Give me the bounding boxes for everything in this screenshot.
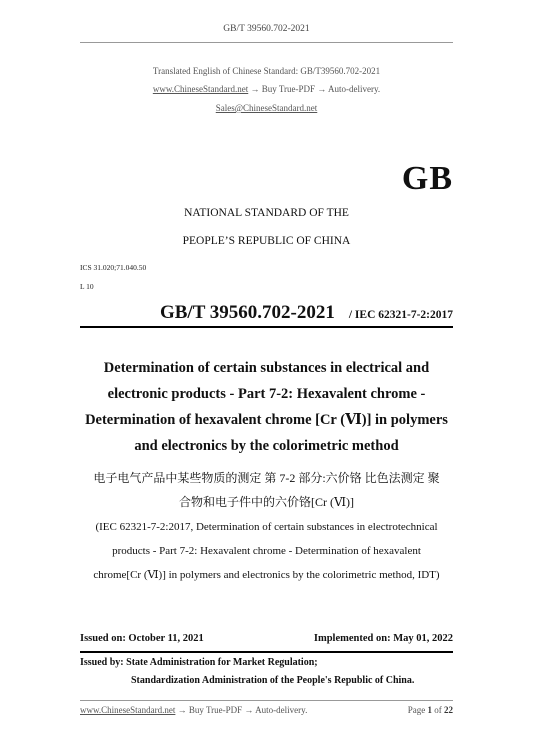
title-en-line-4: and electronics by the colorimetric method [134, 438, 399, 454]
standard-number: GB/T 39560.702-2021 [159, 302, 335, 323]
title-iec-line-2: products - Part 7-2: Hexavalent chrome - Determination of hexavalent [112, 545, 421, 557]
purchase-line [0, 84, 533, 94]
running-header: GB/T 39560.702-2021 [223, 24, 310, 34]
issued-by-line-1: Issued by: State Administration for Market Regulation; [80, 657, 318, 668]
page-indicator [408, 705, 453, 715]
page-number: 1 [427, 705, 432, 715]
title-en-line-1: Determination of certain substances in electrical and [103, 360, 430, 376]
title-iec-line-3: chrome[Cr (Ⅵ)] in polymers and electronics by the colorimetric method, IDT) [93, 569, 440, 581]
buy-text: → Buy True-PDF → Auto-delivery. [250, 84, 381, 94]
issued-on: Issued on: October 11, 2021 [80, 633, 204, 644]
title-cn [0, 468, 533, 512]
title-divider [80, 326, 453, 328]
dates-divider [80, 651, 453, 653]
iec-number: / IEC 62321-7-2:2017 [348, 309, 453, 321]
header-divider [80, 42, 453, 43]
standard-number-row [160, 302, 453, 324]
national-line-1: NATIONAL STANDARD OF THE [184, 207, 349, 219]
implemented-on: Implemented on: May 01, 2022 [313, 633, 453, 644]
national-line-2: PEOPLE’S REPUBLIC OF CHINA [182, 235, 351, 247]
title-iec [0, 515, 533, 587]
title-cn-line-2: 合物和电子件中的六价铬[Cr (Ⅵ)] [178, 495, 355, 509]
page-label: Page [407, 705, 426, 715]
footer-site-link[interactable]: www.ChineseStandard.net [80, 705, 176, 715]
ccs-code: L 10 [80, 282, 94, 291]
ics-code: ICS 31.020;71.040.50 [80, 263, 147, 272]
gb-logo: GB [401, 160, 453, 197]
site-link[interactable]: www.ChineseStandard.net [152, 84, 249, 94]
footer-divider [80, 700, 453, 701]
of-label: of [434, 705, 442, 715]
title-en-line-3: Determination of hexavalent chrome [Cr (Ⅵ)] in polymers [85, 412, 448, 428]
email-link[interactable]: Sales@ChineseStandard.net [215, 103, 318, 113]
title-en [0, 355, 533, 459]
title-iec-line-1: (IEC 62321-7-2:2017, Determination of certain substances in electrotechnical [95, 521, 438, 533]
title-cn-line-1: 电子电气产品中某些物质的测定 第 7-2 部分:六价铬 比色法测定 聚 [93, 471, 440, 485]
translated-line: Translated English of Chinese Standard: GB/T39560.702-2021 [152, 66, 381, 76]
title-en-line-2: electronic products - Part 7-2: Hexavalent chrome - [107, 386, 426, 402]
issued-by-line-2: Standardization Administration of the People's Republic of China. [131, 675, 415, 686]
footer-purchase [80, 705, 307, 715]
footer-buy-text: → Buy True-PDF → Auto-delivery. [177, 705, 308, 715]
page-total: 22 [444, 705, 453, 715]
email-line [0, 103, 533, 113]
